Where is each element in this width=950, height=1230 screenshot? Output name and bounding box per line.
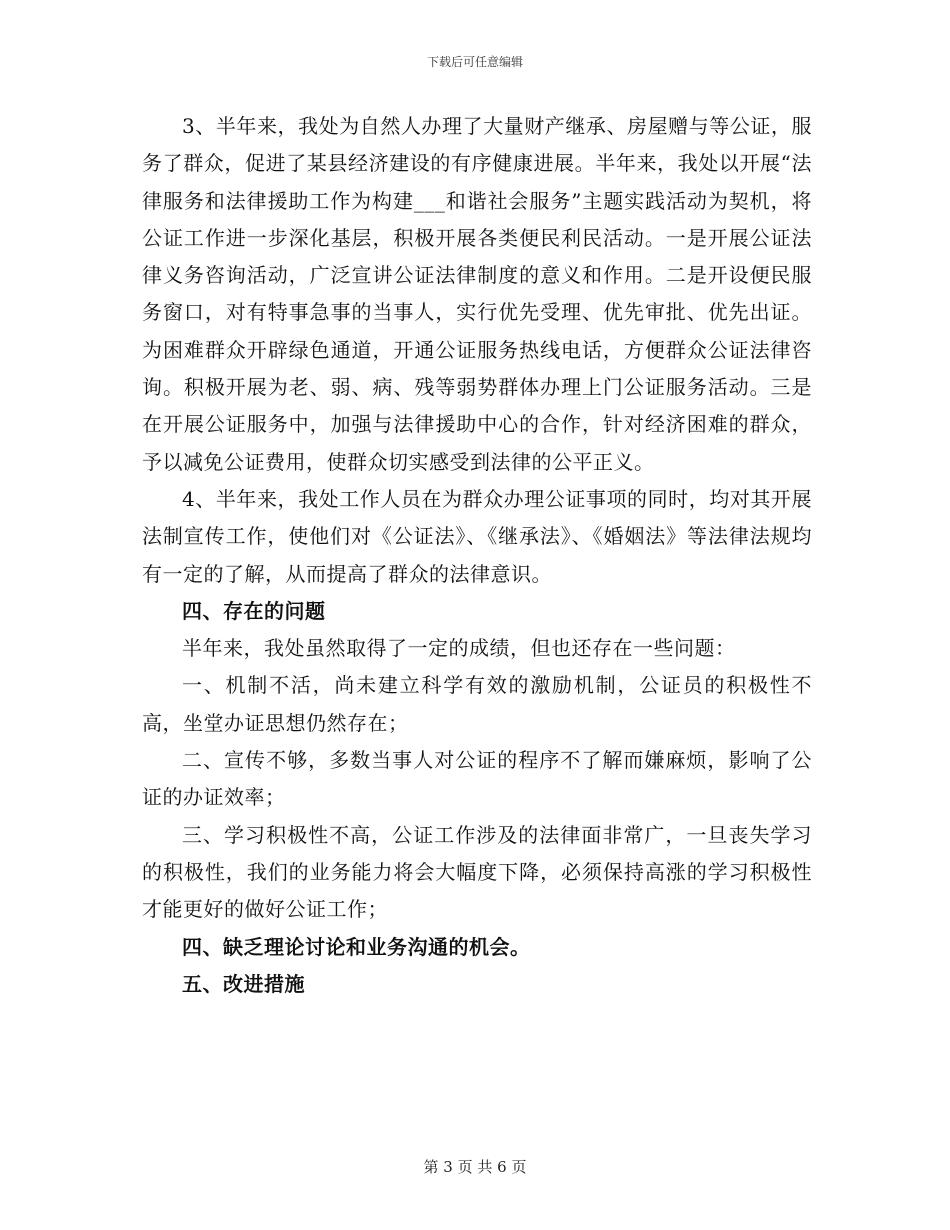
page-header: 下载后可任意编辑 bbox=[426, 55, 523, 69]
problem-item-2: 二、宣传不够，多数当事人对公证的程序不了解而嫌麻烦，影响了公证的办证效率； bbox=[142, 748, 812, 810]
problem-item-1: 一、机制不活，尚未建立科学有效的激励机制，公证员的积极性不高，坐堂办证思想仍然存在； bbox=[142, 673, 812, 735]
problem-item-3: 三、学习积极性不高，公证工作涉及的法律面非常广，一旦丧失学习的积极性，我们的业务能力将会大幅度下降，必须保持高涨的学习积极性才能更好的做好公证工作； bbox=[142, 822, 812, 922]
page-number-footer: 第 3 页 共 6 页 bbox=[423, 1158, 527, 1176]
paragraph-item-4: 4、半年来，我处工作人员在为群众办理公证事项的同时，均对其开展法制宣传工作，使他们对《公证法》、《继承法》、《婚姻法》等法律法规均有一定的了解，从而提高了群众的法律意识。 bbox=[142, 486, 812, 586]
problem-item-4: 四、缺乏理论讨论和业务沟通的机会。 bbox=[182, 934, 531, 959]
paragraph-item-3: 3、半年来，我处为自然人办理了大量财产继承、房屋赠与等公证，服务了群众，促进了某县经济建设的有序健康进展。半年来，我处以开展“法律服务和法律援助工作为构建___和谐社会服务”主题实践活动为契机，将公证工作进一步深化基层，积极开展各类便民利民活动。一是开展公证法律义务咨询活动，广泛宣讲公证法律制度的意义和作用。二是开设便民服务窗口，对有特事急事的当事人，实行优先受理、优先审批、优先出证。为困难群众开辟绿色通道，开通公证服务热线电话，方便群众公证法律咨询。积极开展为老、弱、病、残等弱势群体办理上门公证服务活动。三是在开展公证服务中，加强与法律援助中心的合作，针对经济困难的群众，予以减免公证费用，使群众切实感受到法律的公平正义。 bbox=[142, 114, 812, 474]
problems-intro: 半年来，我处虽然取得了一定的成绩，但也还存在一些问题： bbox=[182, 636, 736, 661]
section-heading-problems: 四、存在的问题 bbox=[182, 598, 326, 623]
section-heading-improvements: 五、改进措施 bbox=[182, 971, 305, 996]
document-body bbox=[142, 108, 812, 1003]
